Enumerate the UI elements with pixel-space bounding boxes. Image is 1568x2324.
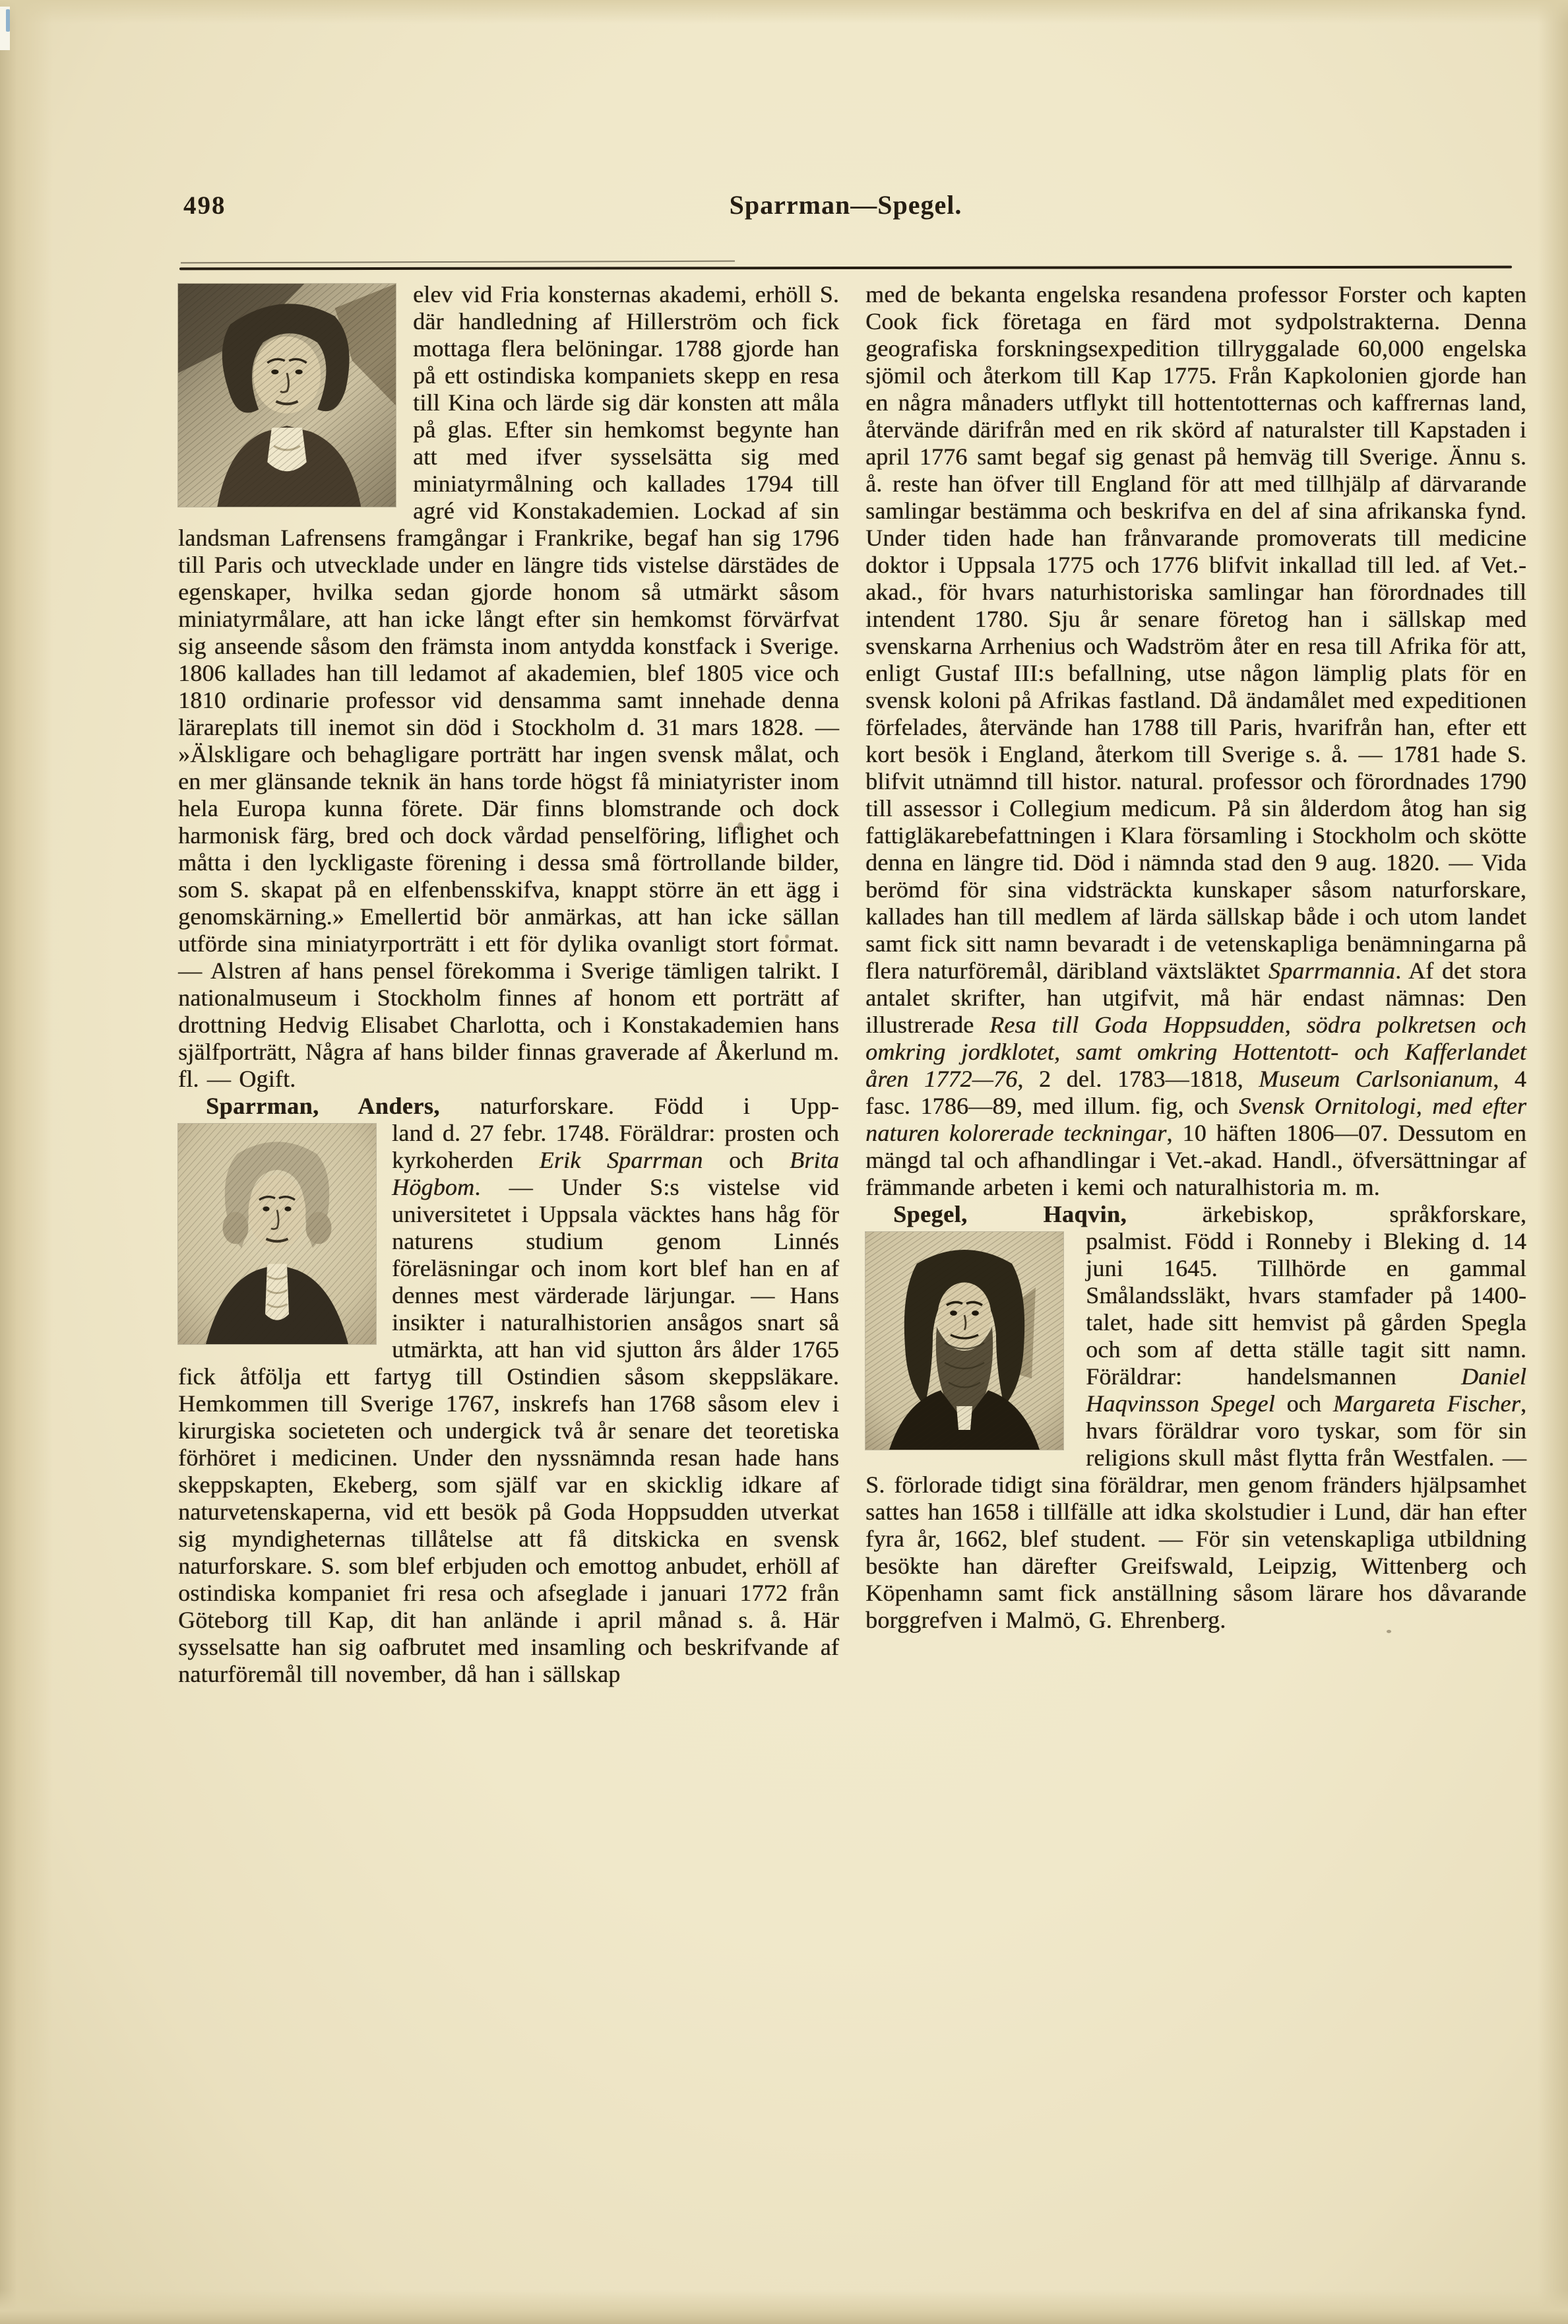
entry-spegel-haqvin-heading xyxy=(865,1201,1526,1228)
text-run-normal: , 10 häften 1806—07. Dessutom en mängd tal och afhandlingar i Vet.-akad. Handl., öfversättningar af främmande arbeten i kemi och naturalhistoria m. m. xyxy=(865,1120,1526,1200)
text-run-italic: Sparrmannia xyxy=(1268,957,1396,984)
text-run-italic: Margareta Fischer xyxy=(1333,1390,1521,1417)
text-run-normal: , 2 del. 1783—1818, xyxy=(1017,1066,1259,1092)
text-run-italic: Erik Sparrman xyxy=(539,1147,703,1173)
entry-sparrman-painter-continuation xyxy=(178,281,839,1093)
entry-sparrman-anders-body xyxy=(178,1120,839,1688)
page-number: 498 xyxy=(183,191,226,220)
entry-sparrman-anders-heading xyxy=(178,1093,839,1120)
text-run-normal: psalmist. Född i Ronneby i Bleking d. 14 juni 1645. Tillhörde en gammal Smålandssläkt, hvars stamfader på 1400-talet, hade sitt hemvist på gården Spegla och som af detta ställe tagit sitt namn. Föräldrar: handelsmannen xyxy=(1086,1228,1526,1390)
text-run-normal: ärkebiskop, språkforskare, xyxy=(1126,1201,1526,1227)
column-left xyxy=(178,281,839,1688)
text-run-italic: Brita Högbom xyxy=(392,1147,840,1200)
scan-edge-right xyxy=(1538,0,1568,2324)
spegel-haqvin-portrait xyxy=(865,1232,1063,1450)
scan-edge-bottom xyxy=(0,2290,1568,2324)
text-run-normal: land d. 27 febr. 1748. Föräldrar: prosten och kyrkoherden xyxy=(392,1120,839,1173)
text-run-normal: . Af det stora antalet skrifter, han utgifvit, må här endast nämnas: Den illustrerade xyxy=(865,957,1526,1038)
running-head-title: Sparrman—Spegel. xyxy=(729,190,962,220)
scan-corner-artifact-blue xyxy=(6,9,10,32)
text-run-bold: Sparrman, Anders, xyxy=(206,1093,440,1119)
text-run-italic: Daniel Haqvinsson Spegel xyxy=(1086,1363,1526,1417)
text-run-normal: och xyxy=(1274,1390,1333,1417)
text-run-italic: Svensk Ornitologi, med efter naturen kolorerade teckningar xyxy=(865,1093,1526,1146)
text-run-normal: och xyxy=(703,1147,790,1173)
text-run-normal: , 4 fasc. 1786—89, med illum. fig, och xyxy=(865,1066,1526,1119)
column-right xyxy=(865,281,1526,1634)
text-run-normal: elev vid Fria konsternas akademi, erhöll S. där handledning af Hillerström och fick mottaga flera belöningar. 1788 gjorde han på ett ostindiska kompaniets skepp en resa till Kina och lärde sig där konsten att måla på glas. Efter sin hemkomst begynte han att med ifver sysselsätta sig med miniatyrmålning och kallades 1794 till agré vid Konstakademien. Lockad af sin landsman Lafrensens framgångar i Frankrike, begaf han sig 1796 till Paris och utvecklade under en längre tids vistelse därstädes de egenskaper, hvilka sedan gjorde honom så utmärkt såsom miniatyrmålare, att han icke långt efter sin hemkomst förvärfvat sig anseende såsom den främsta inom antydda konstfack i Sverige. 1806 kallades han till ledamot af akademien, blef 1805 vice och 1810 ordinarie professor vid densamma samt innehade denna lärareplats till inemot sin död i Stockholm d. 31 mars 1828. — »Älskligare och behagligare porträtt har ingen svensk målat, och en mer glänsande teknik än hans torde högst få miniatyrister inom hela Europa kunna förete. Där finns blomstrande och dock harmonisk färg, bred och dock vårdad penselföring, liflighet och måtta i den lyckligaste förening i dessa små förtrollande bilder, som S. skapat på en elfenbensskifva, knappt större än ett ägg i genomskärning.» Emellertid bör anmärkas, att han icke sällan utförde sina miniatyrporträtt i ett för dylika ovanligt stort format. — Alstren af hans pensel förekomma i Sverige tämligen talrikt. I nationalmuseum i Stockholm finnes af honom ett porträtt af drottning Hedvig Elisabet Charlotta, och i Konstakademien hans själfporträtt, Några af hans bilder finnas graverade af Åkerlund m. fl. — Ogift. xyxy=(178,281,839,1092)
entry-sparrman-anders-continuation xyxy=(865,281,1526,1201)
text-run-normal: , hvars föräldrar voro tyskar, som för sin religions skull måst flytta från Westfalen. — S. förlorade tidigt sina föräldrar, men genom fränders hjälpsamhet sattes han 1658 i tillfälle att idka skolstudier i Lund, där han efter fyra år, 1662, blef student. — För sin vetenskapliga utbildning besökte han därefter Greifswald, Leipzig, Wittenberg och Köpenhamn samt fick anställning såsom lärare hos dåvarande borggrefven i Malmö, G. Ehrenberg. xyxy=(865,1390,1527,1633)
text-run-bold: Spegel, Haqvin, xyxy=(893,1201,1127,1227)
sparrman-anders-portrait xyxy=(178,1124,376,1344)
text-run-normal: med de bekanta engelska resandena professor Forster och kapten Cook fick företaga en färd mot sydpolstrakterna. Denna geografiska forskningsexpedition tillryggalade 60,000 engelska sjömil och återkom till Kap 1775. Från Kapkolonien gjorde han en några månaders utflykt till hottentotternas och kaffrernas land, återvände därifrån med en rik skörd af naturalster till Kapstaden i april 1776 samt begaf sig genast på hemväg till Sverige. Ännu s. å. reste han öfver till England för att med tillhjälp af därvarande samlingar bestämma och beskrifva en del af sina afrikanska fynd. Under tiden hade han frånvarande promoverats till medicine doktor i Uppsala 1775 och 1776 blifvit inkallad till led. af Vet.-akad., för hvars naturhistoriska samlingar han förordnades till intendent 1780. Sju år senare företog han i sällskap med svenskarna Arrhenius och Wadström åter en resa till Afrika för att, enligt Gustaf III:s befallning, utse någon lämplig plats för en svensk koloni på Afrikas fastland. Då ändamålet med expeditionen förfelades, återvände han 1788 till Paris, hvarifrån han, efter ett kort besök i England, återkom till Sverige s. å. — 1781 hade S. blifvit utnämnd till histor. natural. professor och förordnades 1790 till assessor i Collegium medicum. På sin ålderdom åtog han sig fattigläkarebefattningen i Klara församling i Stockholm och skötte denna en längre tid. Död i nämnda stad den 9 aug. 1820. — Vida berömd för sina vidsträckta kunskaper såsom naturforskare, kallades han till medlem af lärda sällskap både i och utom landet samt fick sitt namn bevaradt i de vetenskapliga benämningarna på flera naturföremål, däribland växtsläktet xyxy=(865,281,1526,984)
text-run-italic: Resa till Goda Hoppsudden, södra polkretsen och omkring jordklotet, samt omkring Hottentott- och Kafferlandet åren 1772—76 xyxy=(865,1012,1526,1092)
sparrman-painter-portrait xyxy=(178,284,396,507)
scan-edge-left xyxy=(0,0,53,2324)
text-run-normal: . — Under S:s vistelse vid universitetet i Uppsala väcktes hans håg för naturens studium genom Linnés föreläsningar och inom kort blef han en af dennes mest värderade lärjungar. — Hans insikter i naturalhistorien ansågos snart så utmärkta, att han vid sjutton års ålder 1765 fick åtfölja ett fartyg till Ostindien såsom skeppsläkare. Hemkommen till Sverige 1767, inskrefs han 1768 såsom elev i kirurgiska societeten och undergick två år senare det teoretiska förhöret i medicinen. Under den nyssnämnda resan hade hans skeppskapten, Ekeberg, som själf var en skicklig idkare af naturvetenskaperna, vid ett besök på Goda Hoppsudden utverkat sig myndigheternas tillåtelse att få ditskicka en svensk naturforskare. S. som blef erbjuden och emottog anbudet, erhöll af ostindiska kompaniet fri resa och afseglade i januari 1772 från Göteborg till Kap, dit han anlände i april månad s. å. Här sysselsatte han sig oafbrutet med insamling och beskrifvande af naturföremål till november, då han i sällskap xyxy=(178,1174,839,1687)
text-run-italic: Museum Carlsonianum xyxy=(1259,1066,1493,1092)
entry-spegel-haqvin-body xyxy=(865,1228,1526,1634)
scan-edge-top xyxy=(0,0,1568,24)
text-run-normal: naturforskare. Född i Upp- xyxy=(439,1093,840,1119)
